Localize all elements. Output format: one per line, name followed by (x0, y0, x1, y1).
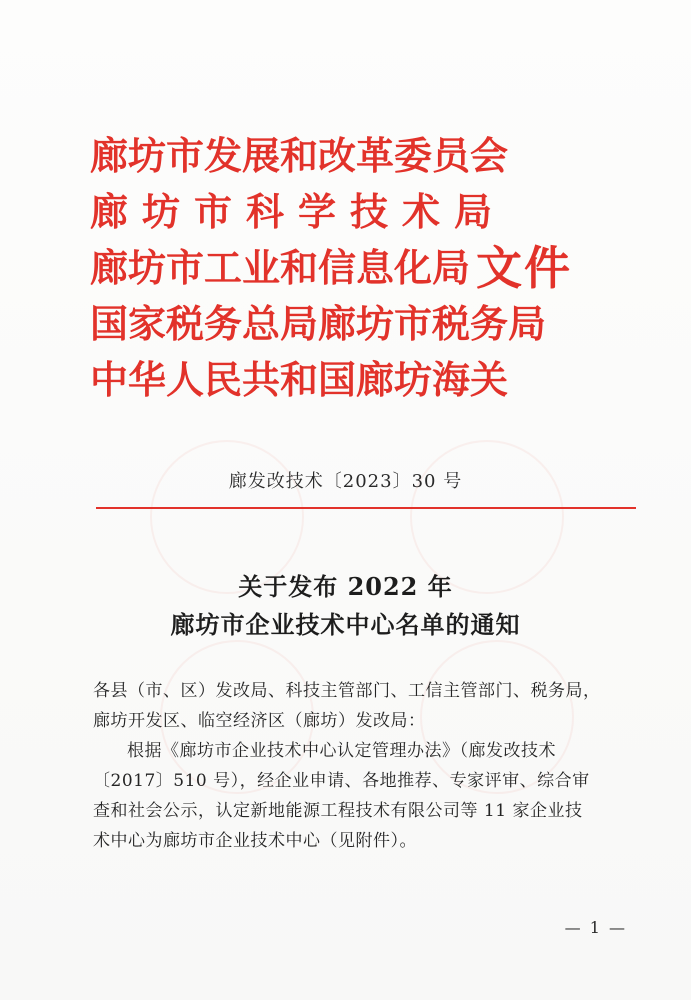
org-line-4 (90, 296, 670, 352)
addressee-line-2: 廊坊开发区、临空经济区（廊坊）发改局： (93, 711, 426, 731)
document-title (0, 568, 691, 644)
org-name: 廊坊市发展和改革委员会 (90, 133, 509, 178)
org-line-2 (90, 184, 670, 240)
issuing-organizations (90, 128, 670, 408)
page-number: — 1 — (564, 918, 627, 937)
paragraph-line-4: 术中心为廊坊市企业技术中心（见附件）。 (93, 831, 417, 851)
org-line-1 (90, 128, 670, 184)
title-line-1: 关于发布 2022 年 (238, 572, 453, 601)
org-name: 廊坊市工业和信息化局 (90, 245, 471, 290)
addressee-line-1: 各县（市、区）发改局、科技主管部门、工信主管部门、税务局， (93, 681, 601, 701)
paragraph-line-2: 〔2017〕510 号），经企业申请、各地推荐、专家评审、综合审 (93, 771, 590, 791)
org-name: 国家税务总局廊坊市税务局 (90, 301, 547, 346)
org-name: 廊坊市科学技术局 (90, 189, 507, 234)
paragraph-line-3: 查和社会公示，认定新地能源工程技术有限公司等 11 家企业技 (93, 801, 583, 821)
document-body (93, 676, 633, 856)
document-number: 廊发改技术〔2023〕30 号 (228, 471, 463, 492)
paragraph-line-1: 根据《廊坊市企业技术中心认定管理办法》（廊发改技术 (127, 741, 556, 761)
org-line-3 (90, 240, 670, 296)
title-line-2: 廊坊市企业技术中心名单的通知 (170, 610, 521, 639)
org-line-5 (90, 352, 670, 408)
document-label: 文件 (476, 241, 573, 295)
red-separator (96, 507, 636, 509)
org-name: 中华人民共和国廊坊海关 (90, 357, 509, 402)
